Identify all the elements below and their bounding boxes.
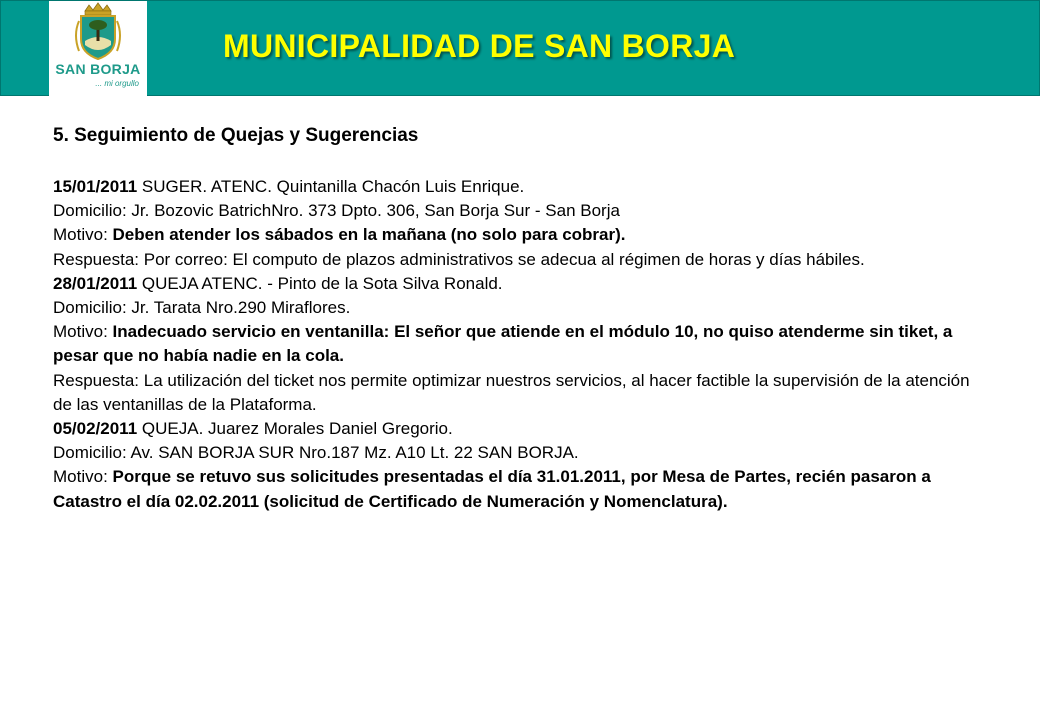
case-2-domicilio: [53, 296, 993, 320]
motivo-value: Porque se retuvo sus solicitudes presentadas el día 31.01.2011, por Mesa de Partes, recién pasaron a Catastro el día 02.02.2011 (solicitud de Certificado de Numeración y Nomenclatura).: [53, 467, 931, 511]
case-date: 15/01/2011: [53, 177, 138, 196]
case-2-header: [53, 272, 993, 296]
case-1-header: [53, 175, 993, 199]
case-3-motivo: [53, 465, 993, 513]
header-bar: [0, 0, 1040, 96]
page-title: MUNICIPALIDAD DE SAN BORJA: [223, 28, 736, 64]
motivo-value: Inadecuado servicio en ventanilla: El señor que atiende en el módulo 10, no quiso atenderme sin tiket, a pesar que no había nadie en la cola.: [53, 322, 953, 366]
case-date: 05/02/2011: [53, 419, 138, 439]
motivo-label: Motivo:: [53, 467, 108, 487]
domicilio-value: Jr. Bozovic BatrichNro. 373 Dpto. 306, San Borja Sur - San Borja: [131, 201, 620, 221]
logo-brand-text: SAN BORJA: [55, 61, 141, 77]
main-content: [53, 122, 993, 514]
respuesta-value: Por correo: El computo de plazos administrativos se adecua al régimen de horas y días hábiles.: [143, 249, 865, 269]
motivo-value: Deben atender los sábados en la mañana (no solo para cobrar).: [112, 225, 626, 245]
respuesta-label: Respuesta:: [53, 370, 139, 390]
case-3-domicilio: [53, 441, 993, 465]
logo-tagline-text: ... mi orgullo: [95, 79, 139, 88]
motivo-label: Motivo:: [53, 322, 108, 342]
case-date: 28/01/2011: [53, 273, 138, 293]
case-2-motivo: [53, 320, 993, 368]
section-heading: 5. Seguimiento de Quejas y Sugerencias: [53, 125, 419, 146]
case-type: SUGER. ATENC. Quintanilla Chacón Luis Enrique.: [141, 177, 525, 196]
domicilio-label: Domicilio:: [53, 298, 127, 318]
case-1-respuesta: [53, 248, 993, 272]
domicilio-label: Domicilio:: [53, 201, 127, 221]
domicilio-value: Av. SAN BORJA SUR Nro.187 Mz. A10 Lt. 22 SAN BORJA.: [130, 443, 579, 463]
respuesta-value: La utilización del ticket nos permite optimizar nuestros servicios, al hacer factible la supervisión de la atención de las ventanillas de la Plataforma.: [53, 370, 970, 414]
case-1-motivo: [53, 223, 993, 247]
case-2-respuesta: [53, 369, 993, 417]
domicilio-value: Jr. Tarata Nro.290 Miraflores.: [131, 298, 351, 318]
case-1-domicilio: [53, 199, 993, 223]
logo: [49, 1, 147, 96]
case-type: QUEJA ATENC. - Pinto de la Sota Silva Ronald.: [141, 273, 503, 293]
case-3-header: [53, 417, 993, 441]
motivo-label: Motivo:: [53, 225, 108, 245]
domicilio-label: Domicilio:: [53, 443, 127, 463]
case-type: QUEJA. Juarez Morales Daniel Gregorio.: [141, 419, 453, 439]
respuesta-label: Respuesta:: [53, 249, 139, 269]
